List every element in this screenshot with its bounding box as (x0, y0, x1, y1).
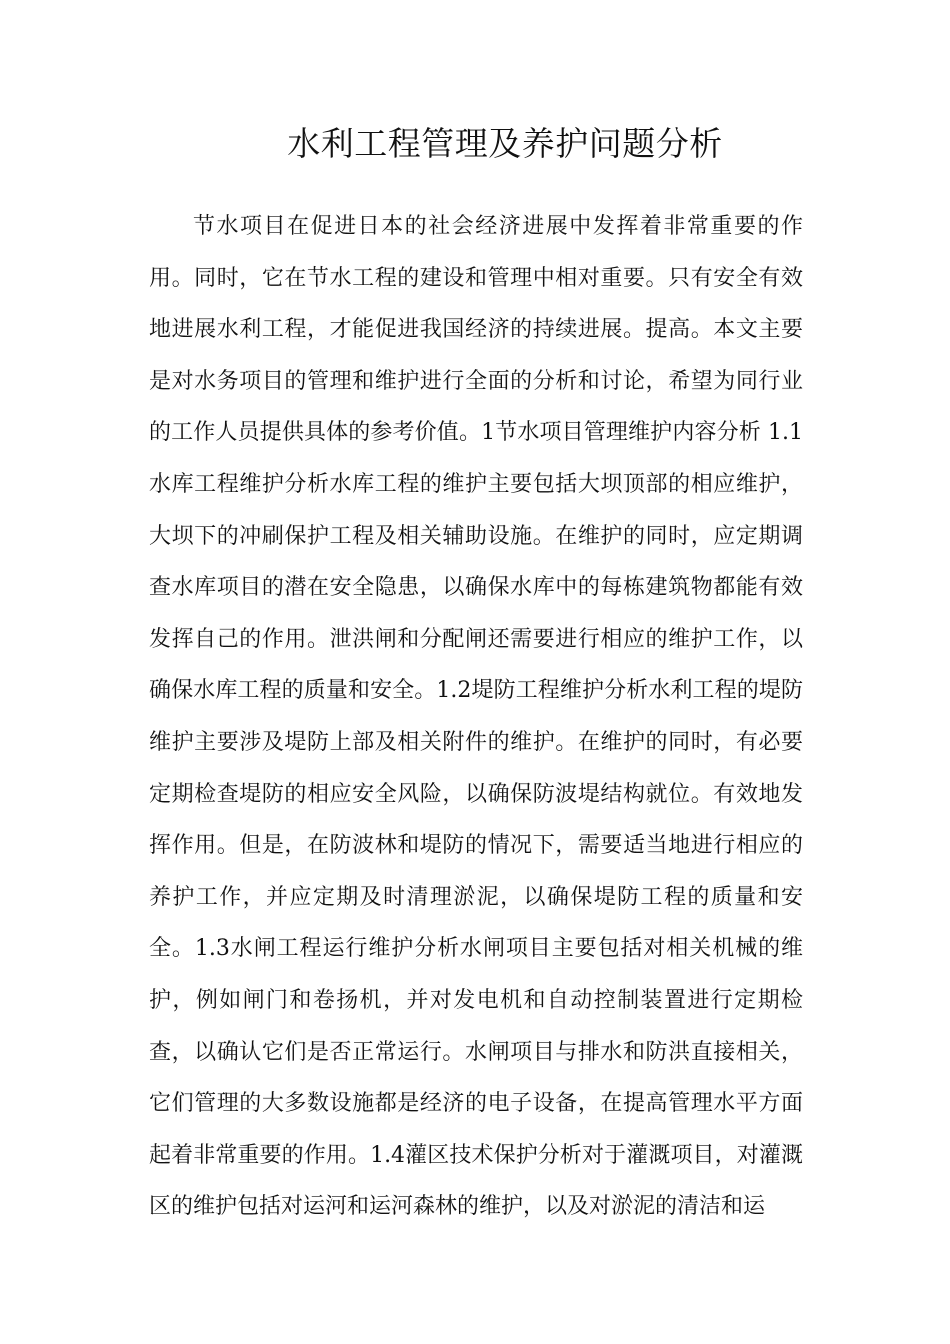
body-paragraph: 节水项目在促进日本的社会经济进展中发挥着非常重要的作用。同时，它在节水工程的建设和管理中相对重要。只有安全有效地进展水利工程，才能促进我国经济的持续进展。提高。本文主要是对水务项目的管理和维护进行全面的分析和讨论，希望为同行业的工作人员提供具体的参考价值。1节水项目管理维护内容分析 1.1水库工程维护分析水库工程的维护主要包括大坝顶部的相应维护，大坝下的冲刷保护工程及相关辅助设施。在维护的同时，应定期调查水库项目的潜在安全隐患，以确保水库中的每栋建筑物都能有效发挥自己的作用。泄洪闸和分配闸还需要进行相应的维护工作，以确保水库工程的质量和安全。1.2堤防工程维护分析水利工程的堤防维护主要涉及堤防上部及相关附件的维护。在维护的同时，有必要定期检查堤防的相应安全风险，以确保防波堤结构就位。有效地发挥作用。但是，在防波林和堤防的情况下，需要适当地进行相应的养护工作，并应定期及时清理淤泥，以确保堤防工程的质量和安全。1.3水闸工程运行维护分析水闸项目主要包括对相关机械的维护，例如闸门和卷扬机，并对发电机和自动控制装置进行定期检查，以确认它们是否正常运行。水闸项目与排水和防洪直接相关，它们管理的大多数设施都是经济的电子设备，在提高管理水平方面起着非常重要的作用。1.4灌区技术保护分析对于灌溉项目，对灌溉区的维护包括对运河和运河森林的维护，以及对淤泥的清洁和运 (149, 214, 803, 1220)
document-title: 水利工程管理及养护问题分析 (287, 124, 723, 163)
